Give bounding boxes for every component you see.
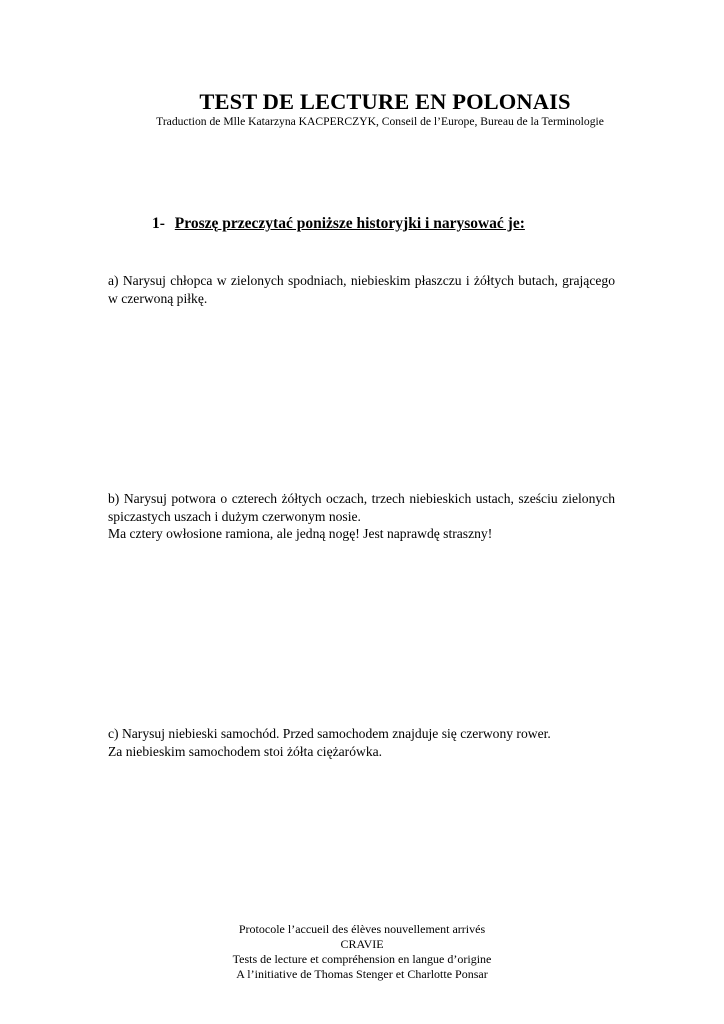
exercise-a: [108, 272, 615, 307]
exercise-c-text-line2: Za niebieskim samochodem stoi żółta ciężarówka.: [108, 743, 383, 759]
translation-credit: Traduction de Mlle Katarzyna KACPERCZYK, Conseil de l’Europe, Bureau de la Terminologie: [156, 115, 604, 128]
footer-line: Tests de lecture et compréhension en langue d’origine: [232, 952, 492, 966]
page-footer: [0, 922, 724, 982]
exercise-b-text: b) Narysuj potwora o czterech żółtych oczach, trzech niebieskich ustach, sześciu zielonych spiczastych uszach i dużym czerwonym nosie.: [108, 491, 615, 524]
exercise-b-text-line2: Ma cztery owłosione ramiona, ale jedną nogę! Jest naprawdę straszny!: [108, 526, 493, 541]
exercise-c: [108, 725, 615, 760]
instruction-heading: [152, 214, 525, 234]
footer-line: CRAVIE: [340, 937, 384, 951]
exercise-c-text: c) Narysuj niebieski samochód. Przed samochodem znajduje się czerwony rower.: [108, 726, 551, 741]
footer-line: Protocole l’accueil des élèves nouvellement arrivés: [238, 922, 486, 936]
instruction-text: Proszę przeczytać poniższe historyjki i narysować je:: [174, 215, 525, 232]
instruction-number: 1-: [152, 215, 165, 232]
exercise-b: [108, 490, 615, 543]
footer-line: A l’initiative de Thomas Stenger et Charlotte Ponsar: [236, 967, 488, 981]
document-title: TEST DE LECTURE EN POLONAIS: [199, 89, 571, 114]
exercise-a-text: a) Narysuj chłopca w zielonych spodniach, niebieskim płaszczu i żółtych butach, grającego w czerwoną piłkę.: [108, 273, 615, 306]
